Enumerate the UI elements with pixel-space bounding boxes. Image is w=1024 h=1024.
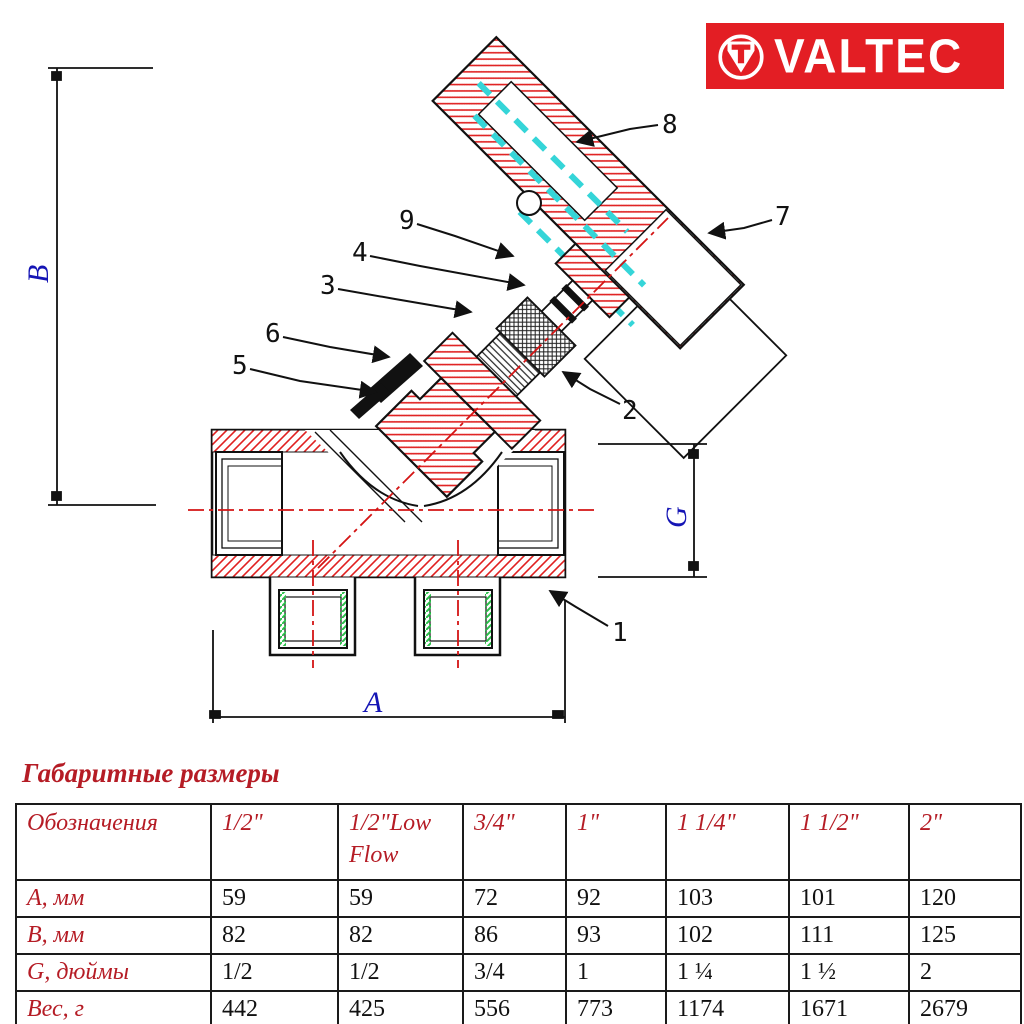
row-label-a: А, мм xyxy=(16,880,211,917)
cell-w-1: 425 xyxy=(338,991,463,1024)
logo-brand-text: VALTEC xyxy=(774,28,964,84)
callout-5: 5 xyxy=(232,351,248,381)
table-row-weight xyxy=(16,991,1021,1024)
callout-2: 2 xyxy=(622,396,638,426)
valtec-logo xyxy=(706,23,1004,89)
col-header-size-1-2: 1/2" xyxy=(211,804,338,880)
col-header-size-1-2-lowflow: 1/2"Low Flow xyxy=(338,804,463,880)
callout-8: 8 xyxy=(662,110,678,140)
cell-a-4: 103 xyxy=(666,880,789,917)
dim-label-b: B xyxy=(22,264,55,283)
cell-b-4: 102 xyxy=(666,917,789,954)
row-label-weight: Вес, г xyxy=(16,991,211,1024)
cell-w-0: 442 xyxy=(211,991,338,1024)
callout-4: 4 xyxy=(352,238,368,268)
callout-9: 9 xyxy=(399,206,415,236)
col-header-size-1: 1" xyxy=(566,804,666,880)
dimensions-table xyxy=(15,803,1022,1024)
dim-label-a: A xyxy=(364,686,383,719)
callout-6: 6 xyxy=(265,319,281,349)
cell-b-5: 111 xyxy=(789,917,909,954)
cell-a-1: 59 xyxy=(338,880,463,917)
cell-b-0: 82 xyxy=(211,917,338,954)
cell-g-2: 3/4 xyxy=(463,954,566,991)
cell-g-0: 1/2 xyxy=(211,954,338,991)
callout-7: 7 xyxy=(775,202,791,232)
cell-b-1: 82 xyxy=(338,917,463,954)
valtec-emblem-icon xyxy=(714,29,768,83)
cell-b-2: 86 xyxy=(463,917,566,954)
dim-label-g: G xyxy=(660,506,693,528)
table-row-g xyxy=(16,954,1021,991)
cell-g-3: 1 xyxy=(566,954,666,991)
cell-b-6: 125 xyxy=(909,917,1021,954)
col-header-size-1-1-4: 1 1/4" xyxy=(666,804,789,880)
col-header-size-3-4: 3/4" xyxy=(463,804,566,880)
cell-w-2: 556 xyxy=(463,991,566,1024)
cell-g-6: 2 xyxy=(909,954,1021,991)
bonnet-hole xyxy=(517,191,541,215)
table-row-b xyxy=(16,917,1021,954)
table-row-a xyxy=(16,880,1021,917)
cell-g-1: 1/2 xyxy=(338,954,463,991)
col-header-size-1-1-2: 1 1/2" xyxy=(789,804,909,880)
cell-g-5: 1 ½ xyxy=(789,954,909,991)
table-caption: Габаритные размеры xyxy=(22,758,280,788)
cell-a-6: 120 xyxy=(909,880,1021,917)
callout-3: 3 xyxy=(320,271,336,301)
col-header-size-2: 2" xyxy=(909,804,1021,880)
row-label-g: G, дюймы xyxy=(16,954,211,991)
cell-w-3: 773 xyxy=(566,991,666,1024)
cell-a-0: 59 xyxy=(211,880,338,917)
cell-b-3: 93 xyxy=(566,917,666,954)
callout-1: 1 xyxy=(612,618,628,648)
cell-w-5: 1671 xyxy=(789,991,909,1024)
row-label-b: В, мм xyxy=(16,917,211,954)
cell-a-3: 92 xyxy=(566,880,666,917)
cell-w-4: 1174 xyxy=(666,991,789,1024)
cell-g-4: 1 ¼ xyxy=(666,954,789,991)
cell-a-5: 101 xyxy=(789,880,909,917)
valve-body xyxy=(212,430,565,655)
table-header-row xyxy=(16,804,1021,880)
cell-a-2: 72 xyxy=(463,880,566,917)
cell-w-6: 2679 xyxy=(909,991,1021,1024)
col-header-designation: Обозначения xyxy=(16,804,211,880)
